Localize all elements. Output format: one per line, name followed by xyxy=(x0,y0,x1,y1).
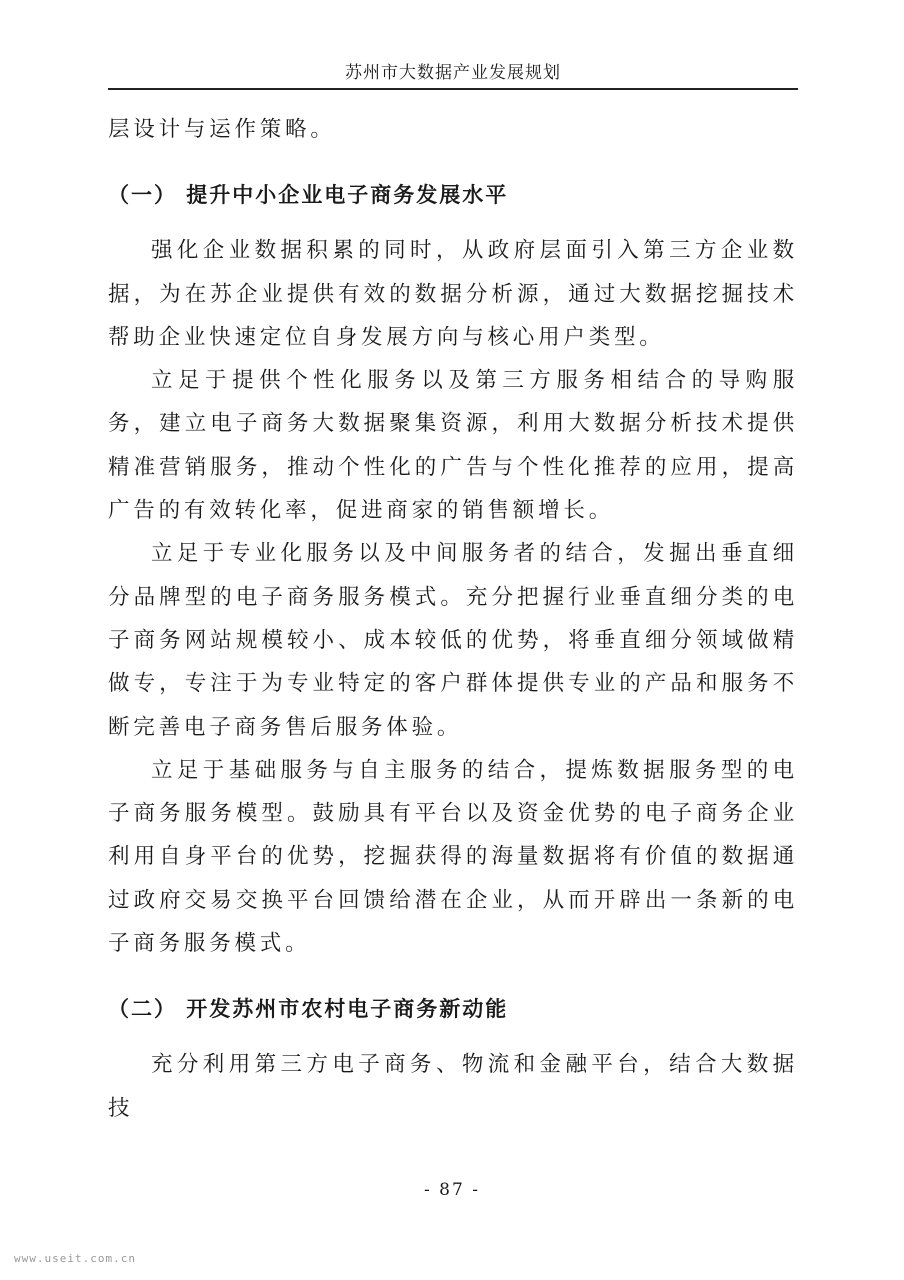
running-header: 苏州市大数据产业发展规划 xyxy=(345,63,561,83)
body-paragraph: 充分利用第三方电子商务、物流和金融平台，结合大数据技 xyxy=(108,1052,798,1121)
section-heading-1: （一） 提升中小企业电子商务发展水平 xyxy=(108,183,509,208)
page-body xyxy=(108,108,798,1130)
body-paragraph: 强化企业数据积累的同时，从政府层面引入第三方企业数据，为在苏企业提供有效的数据分析源，通过大数据挖掘技术帮助企业快速定位自身发展方向与核心用户类型。 xyxy=(108,238,798,350)
body-paragraph: 立足于基础服务与自主服务的结合，提炼数据服务型的电子商务服务模型。鼓励具有平台以及资金优势的电子商务企业利用自身平台的优势，挖掘获得的海量数据将有价值的数据通过政府交易交换平台回馈给潜在企业，从而开辟出一条新的电子商务服务模式。 xyxy=(108,757,798,957)
watermark: www.useit.com.cn xyxy=(14,1252,136,1265)
page-number: - 87 - xyxy=(424,1180,480,1200)
header-rule xyxy=(108,88,798,90)
section-heading-2: （二） 开发苏州市农村电子商务新动能 xyxy=(108,997,509,1022)
body-paragraph: 立足于专业化服务以及中间服务者的结合，发掘出垂直细分品牌型的电子商务服务模式。充分把握行业垂直细分类的电子商务网站规模较小、成本较低的优势，将垂直细分领域做精做专，专注于为专业特定的客户群体提供专业的产品和服务不断完善电子商务售后服务体验。 xyxy=(108,541,798,740)
body-paragraph: 立足于提供个性化服务以及第三方服务相结合的导购服务，建立电子商务大数据聚集资源，利用大数据分析技术提供精准营销服务，推动个性化的广告与个性化推荐的应用，提高广告的有效转化率，促进商家的销售额增长。 xyxy=(108,368,798,524)
intro-paragraph: 层设计与运作策略。 xyxy=(108,117,336,142)
